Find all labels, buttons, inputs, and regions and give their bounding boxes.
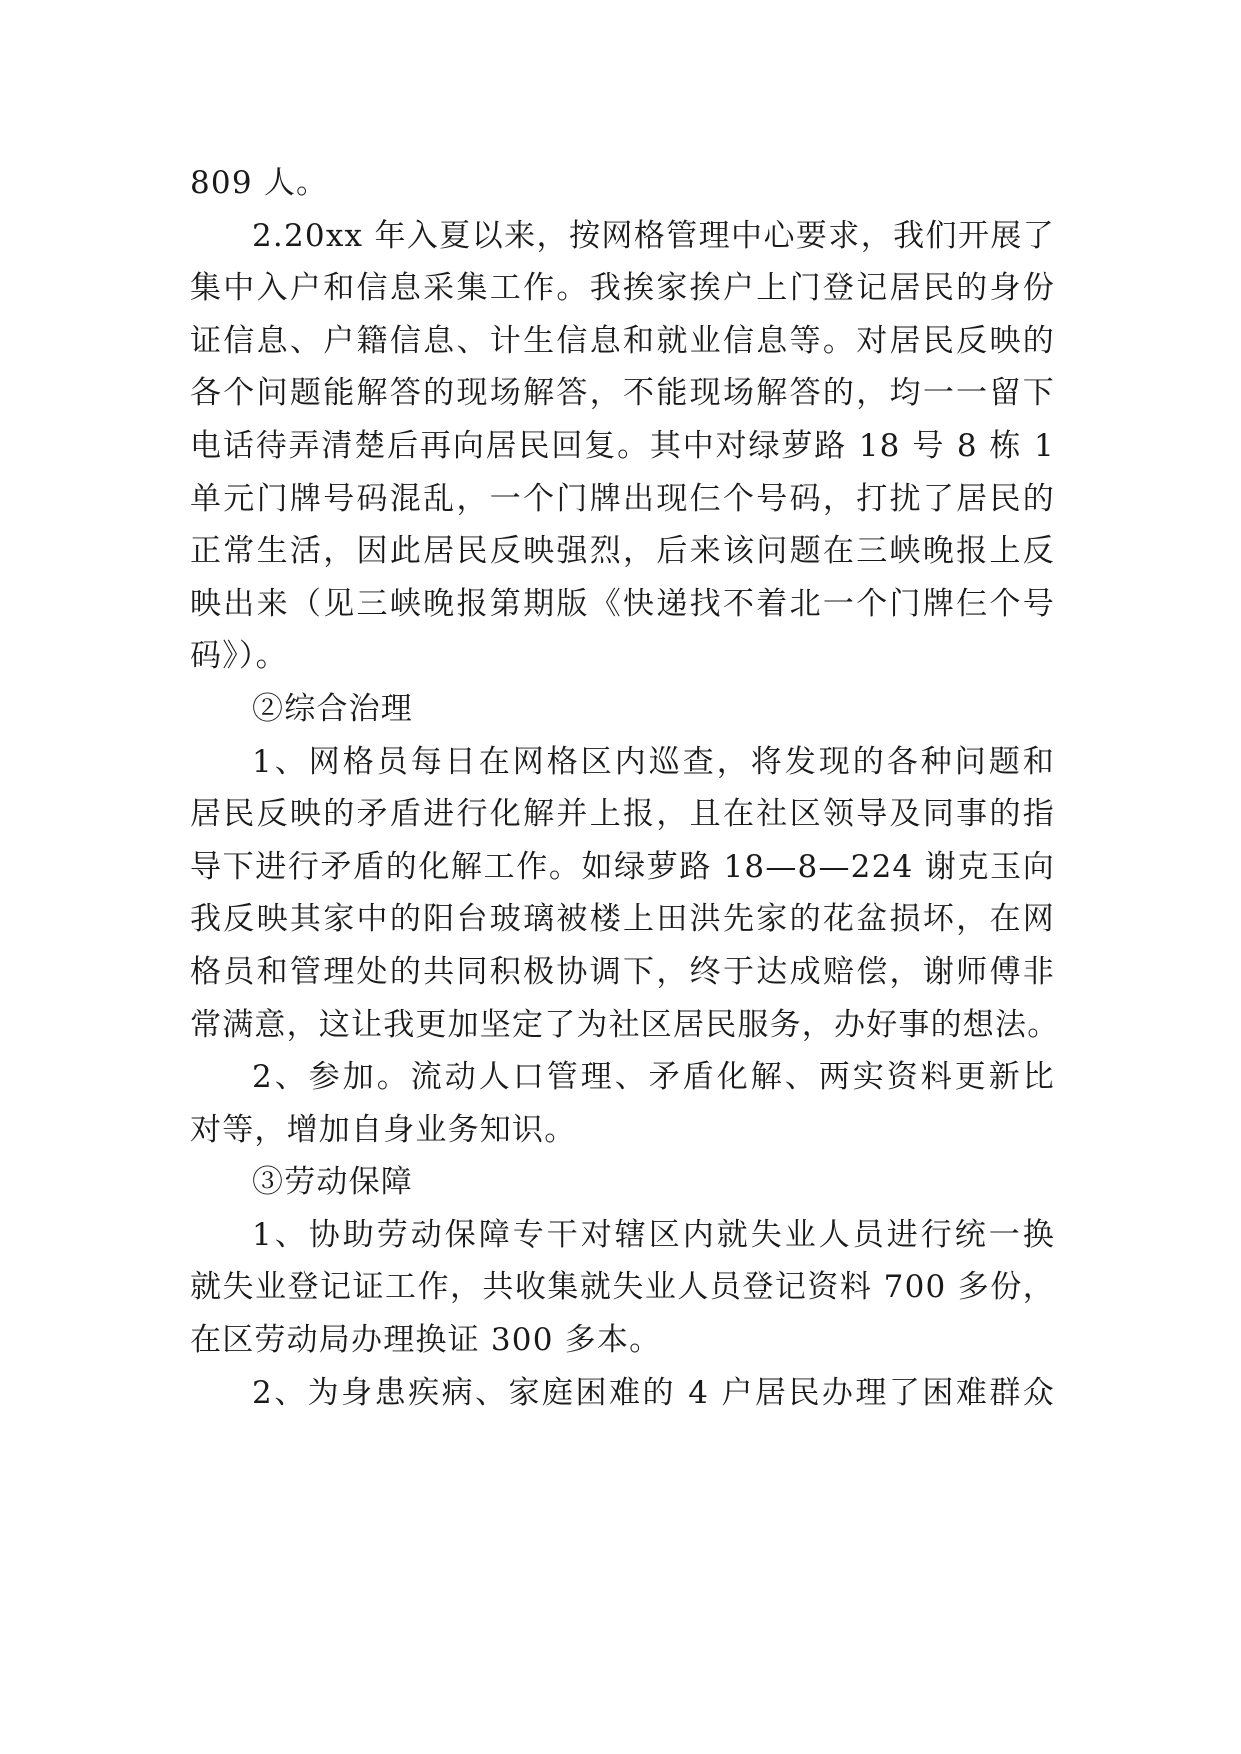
text-line: 导下进行矛盾的化解工作。如绿萝路 18—8—224 谢克玉向 xyxy=(190,848,1055,885)
text-line: 证信息、户籍信息、计生信息和就业信息等。对居民反映的 xyxy=(190,322,1055,359)
text-line: 我反映其家中的阳台玻璃被楼上田洪先家的花盆损坏，在网 xyxy=(190,901,1055,938)
text-line: 对等，增加自身业务知识。 xyxy=(190,1111,577,1148)
text-line: ②综合治理 xyxy=(252,690,413,727)
document-body xyxy=(190,157,1060,1419)
text-line: 集中入户和信息采集工作。我挨家挨户上门登记居民的身份 xyxy=(190,270,1055,307)
text-line: 映出来（见三峡晚报第期版《快递找不着北一个门牌仨个号 xyxy=(190,585,1055,622)
text-line: 常满意，这让我更加坚定了为社区居民服务，办好事的想法。 xyxy=(190,1006,1060,1043)
text-line: 809 人。 xyxy=(190,165,329,201)
text-line: 1、网格员每日在网格区内巡查，将发现的各种问题和 xyxy=(252,743,1055,780)
text-line: 2.20xx 年入夏以来，按网格管理中心要求，我们开展了 xyxy=(252,217,1055,254)
text-line: 单元门牌号码混乱，一个门牌出现仨个号码，打扰了居民的 xyxy=(190,480,1055,517)
text-line: 码》）。 xyxy=(190,638,288,675)
text-line: 2、为身患疾病、家庭困难的 4 户居民办理了困难群众 xyxy=(252,1374,1055,1411)
text-line: 格员和管理处的共同积极协调下，终于达成赔偿，谢师傅非 xyxy=(190,953,1055,990)
text-line: 在区劳动局办理换证 300 多本。 xyxy=(190,1322,662,1359)
text-line: 各个问题能解答的现场解答，不能现场解答的，均一一留下 xyxy=(190,375,1055,412)
text-line: 电话待弄清楚后再向居民回复。其中对绿萝路 18 号 8 栋 1 xyxy=(190,427,1055,464)
text-line: 居民反映的矛盾进行化解并上报，且在社区领导及同事的指 xyxy=(190,796,1055,833)
text-line: 正常生活，因此居民反映强烈，后来该问题在三峡晚报上反 xyxy=(190,533,1055,570)
text-line: 2、参加。流动人口管理、矛盾化解、两实资料更新比 xyxy=(252,1059,1055,1096)
text-line: 就失业登记证工作，共收集就失业人员登记资料 700 多份， xyxy=(190,1269,1055,1306)
text-line: ③劳动保障 xyxy=(252,1164,413,1201)
text-line: 1、协助劳动保障专干对辖区内就失业人员进行统一换 xyxy=(252,1216,1055,1253)
